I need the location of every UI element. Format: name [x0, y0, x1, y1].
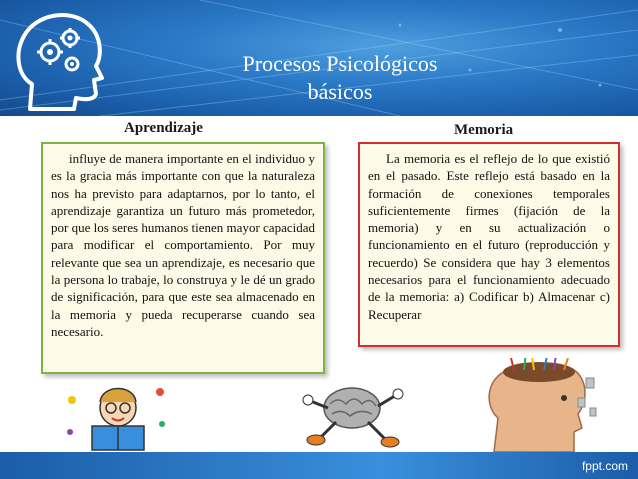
aprendizaje-box: [41, 142, 325, 374]
footer-bar: [0, 452, 638, 479]
memoria-box: [358, 142, 620, 347]
title-line-2: básicos: [307, 79, 373, 104]
slide-header: [0, 0, 638, 116]
slide-title: [150, 50, 530, 106]
running-brain-illustration: [290, 378, 410, 452]
memoria-text: La memoria es el reflejo de lo que existió en el pasado. Este reflejo está basado en la formación de conexiones temporales suficientemente firmes (fijación de la memoria) y en su actualización o funcionamiento en el futuro (reproducción y recuerdo) Se considera que hay 3 elementos necesarios para el funcionamiento adecuado de la memoria: a) Codificar b) Almacenar c) Recuperar: [368, 151, 610, 322]
footer-brand[interactable]: fppt.com: [581, 459, 628, 473]
open-head-memory-illustration: [474, 358, 604, 452]
head-gears-icon: [10, 4, 120, 116]
title-line-1: Procesos Psicológicos: [242, 51, 438, 76]
aprendizaje-text: influye de manera importante en el individuo y es la gracia más importante con que la naturaleza nos ha previsto para adaptarnos, por lo tanto, el aprendizaje garantiza un futuro más prometedor, por que los seres humanos tienen mayor capacidad para modificar el comportamiento. Por muy relevante que sea un aprendizaje, es necesario que la persona lo trabaje, lo construya y le dé un grado de significación, para que este sea almacenado en la memoria y pueda recuperarse cuando sea necesario.: [51, 151, 315, 339]
student-reading-illustration: [62, 378, 172, 452]
aprendizaje-heading: Aprendizaje: [124, 120, 203, 136]
memoria-heading: Memoria: [454, 122, 514, 138]
